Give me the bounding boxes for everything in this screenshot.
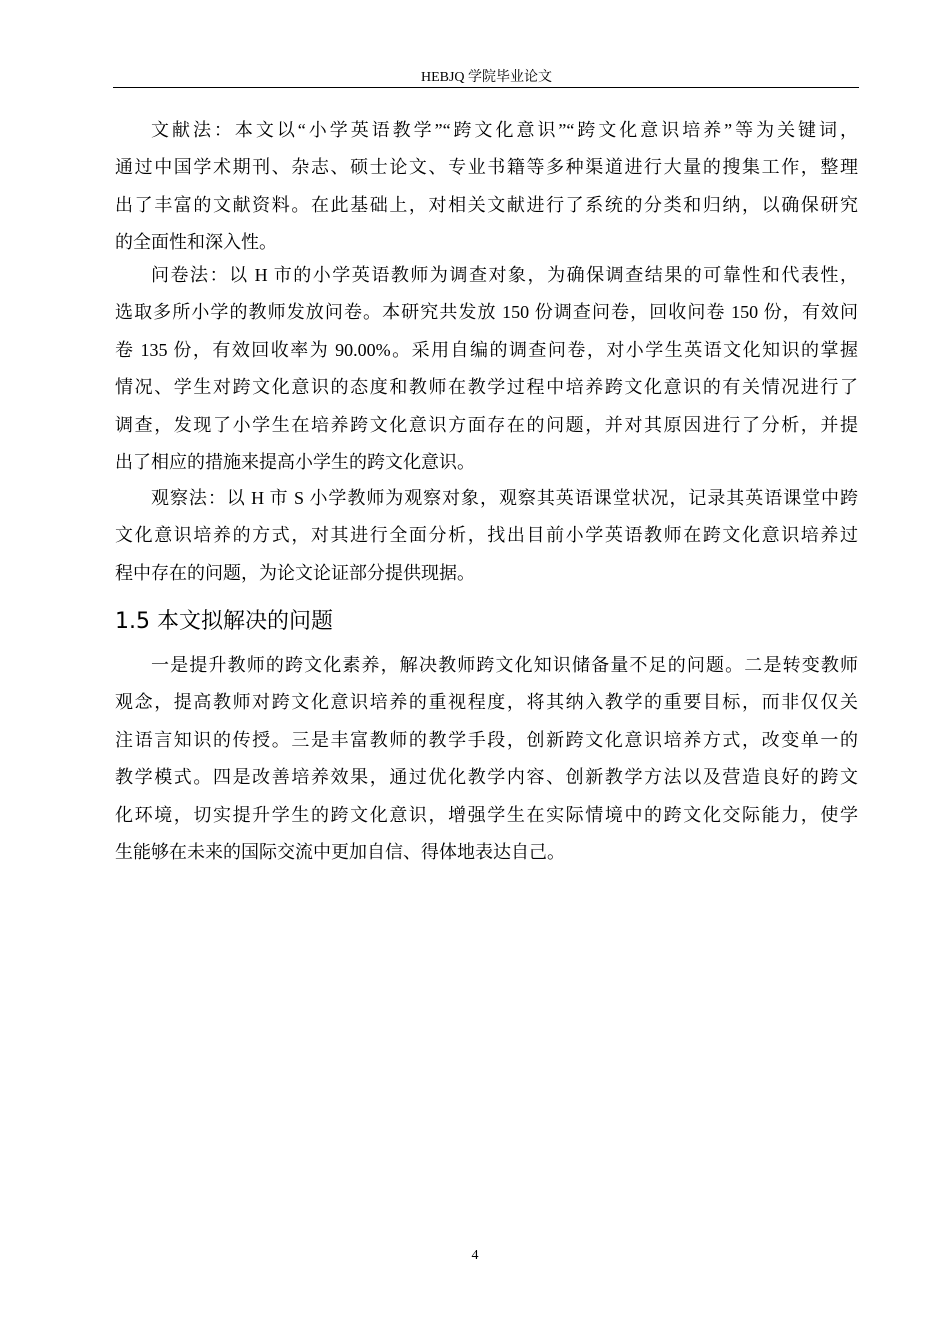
text-line: 的全面性和深入性。	[115, 232, 277, 253]
paragraph-observation-method	[115, 480, 858, 592]
text-line: 选取多所小学的教师发放问卷。本研究共发放 150 份调查问卷，回收问卷 150 份，有效问	[115, 302, 858, 323]
text-line: 观念，提高教师对跨文化意识培养的重视程度，将其纳入教学的重要目标，而非仅仅关	[115, 692, 858, 713]
text-line: 观察法：以 H 市 S 小学教师为观察对象，观察其英语课堂状况，记录其英语课堂中跨	[151, 488, 858, 508]
text-line: 调查，发现了小学生在培养跨文化意识方面存在的问题，并对其原因进行了分析，并提	[115, 414, 858, 435]
paragraph-questionnaire-method	[115, 257, 858, 481]
paragraph-problems	[115, 647, 858, 871]
running-header: HEBJQ 学院毕业论文	[420, 70, 553, 85]
text-line: 通过中国学术期刊、杂志、硕士论文、专业书籍等多种渠道进行大量的搜集工作，整理	[115, 157, 858, 178]
text-line: 出了相应的措施来提高小学生的跨文化意识。	[115, 451, 475, 472]
text-line: 卷 135 份，有效回收率为 90.00%。采用自编的调查问卷，对小学生英语文化知识的掌握	[115, 339, 858, 360]
text-line: 文化意识培养的方式，对其进行全面分析，找出目前小学英语教师在跨文化意识培养过	[115, 525, 858, 546]
text-line: 出了丰富的文献资料。在此基础上，对相关文献进行了系统的分类和归纳，以确保研究	[115, 194, 858, 215]
text-line: 问卷法：以 H 市的小学英语教师为调查对象，为确保调查结果的可靠性和代表性，	[151, 265, 858, 285]
text-line: 程中存在的问题，为论文论证部分提供现据。	[115, 562, 475, 583]
paragraph-literature-method	[115, 112, 858, 262]
header-divider	[113, 87, 859, 88]
section-heading: 1.5 本文拟解决的问题	[115, 609, 333, 634]
text-line: 情况、学生对跨文化意识的态度和教师在教学过程中培养跨文化意识的有关情况进行了	[115, 377, 858, 398]
text-line: 一是提升教师的跨文化素养，解决教师跨文化知识储备量不足的问题。二是转变教师	[151, 655, 858, 675]
text-line: 教学模式。四是改善培养效果，通过优化教学内容、创新教学方法以及营造良好的跨文	[115, 767, 858, 788]
text-line: 文献法：本文以“小学英语教学”“跨文化意识”“跨文化意识培养”等为关键词，	[151, 120, 858, 140]
text-line: 生能够在未来的国际交流中更加自信、得体地表达自己。	[115, 841, 565, 862]
page-number: 4	[471, 1248, 479, 1263]
text-line: 化环境，切实提升学生的跨文化意识，增强学生在实际情境中的跨文化交际能力，使学	[115, 804, 858, 825]
text-line: 注语言知识的传授。三是丰富教师的教学手段，创新跨文化意识培养方式，改变单一的	[115, 729, 858, 750]
